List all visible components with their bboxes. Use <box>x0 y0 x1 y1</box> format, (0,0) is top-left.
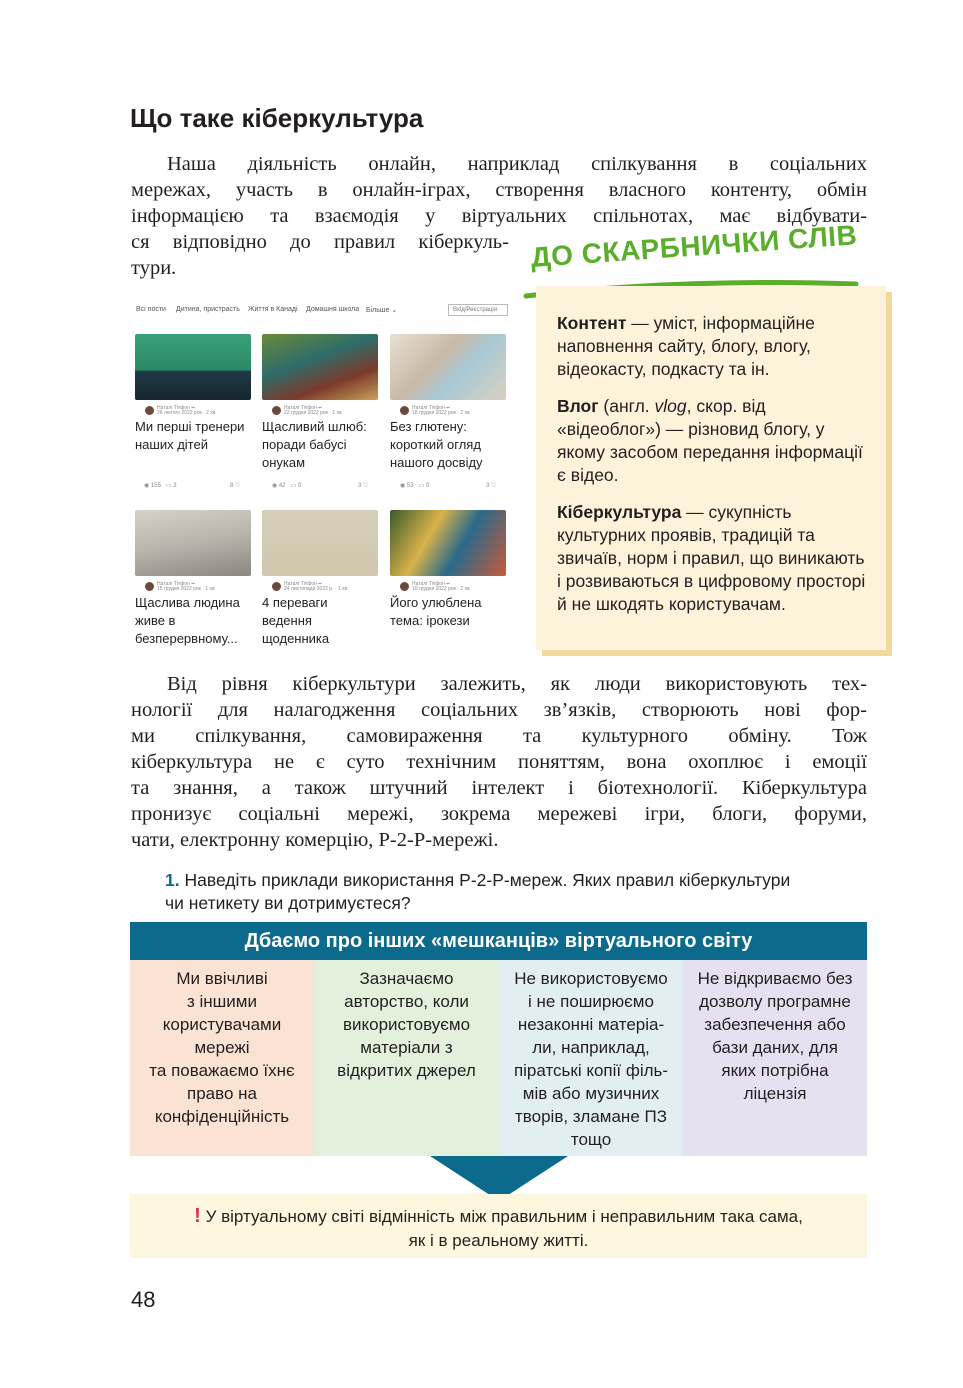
vocab-box <box>536 286 886 650</box>
table-cell-line: бази даних, для <box>712 1038 838 1057</box>
vocab-entry-cyberculture: Кіберкультура — сукупність культурних проявів, традицій та звичаїв, норм і правил, що виникають і розвиваються в цифровому просторі й не шкодять користувачам. <box>557 502 866 614</box>
heart-icon: ♡ <box>363 483 369 489</box>
para-line: ми спілкування, самовираження та культурного обміну. Тож <box>131 725 867 747</box>
post-thumbnail[interactable] <box>262 334 378 400</box>
table-cell-line: і не поширюємо <box>528 992 654 1011</box>
para-line: кіберкультура не є суто технічним поняттям, вона охоплює і емоції <box>131 751 867 773</box>
table-cell-line: забезпечення або <box>704 1015 846 1034</box>
task-question: 1. Наведіть приклади використання P-2-P-мереж. Яких правил кіберкультури чи нетикету ви дотримуєтеся? <box>165 870 791 913</box>
vocab-entry-content: Контент — уміст, інформаційне наповнення сайту, блогу, влогу, відеокасту, подкасту та ін. <box>557 313 815 379</box>
blog-card[interactable]: Наталі Тітфон ▪▪ 18 грудня 2022 рок · 2 хв Без глютену: короткий огляд нашого досвіду <box>390 334 506 472</box>
post-stats: ◉ 42 ▭ 0 <box>272 483 302 489</box>
para-line: чати, електронну комерцію, P-2-P-мережі. <box>131 829 499 851</box>
post-thumbnail[interactable] <box>262 510 378 576</box>
heart-icon: ♡ <box>491 483 497 489</box>
table-cell-line: незаконні матеріа- <box>517 1015 665 1034</box>
blog-card[interactable]: Наталі Тітфон ▪▪ 22 грудня 2022 рок · 1 хв Щасливий шлюб: поради бабусі онукам <box>262 334 378 472</box>
blog-card[interactable]: Наталі Тітфон ▪▪ 10 грудня 2022 рок · 2 хв Його улюблена тема: ірокези <box>390 510 506 630</box>
para-line: Від рівня кіберкультури залежить, як люди використовують тех- <box>167 673 867 695</box>
blog-card[interactable]: Наталі Тітфон ▪▪ 15 грудня 2022 рок · 1 хв Щаслива людина живе в безперервному... <box>135 510 251 648</box>
blog-card[interactable]: Наталі Тітфон ▪▪ 26 лютого 2022 рок · 2 хв Ми перші тренери наших дітей <box>135 334 251 454</box>
intro-line: ся відповідно до правил кіберкуль- <box>131 231 509 253</box>
intro-line: інформацією та взаємодія у віртуальних спільнотах, має відбувати- <box>131 205 867 227</box>
netiquette-table <box>130 922 867 1156</box>
table-cell-line: мережі <box>194 1038 250 1057</box>
table-cell-line: ліцензія <box>743 1084 807 1103</box>
blog-tab[interactable]: Дитина, пристрасть <box>176 306 240 313</box>
table-cell-line: конфіденційність <box>154 1107 290 1126</box>
blog-tab[interactable]: Всі пости <box>136 306 166 313</box>
table-cell-line: Ми ввічливі <box>176 969 268 988</box>
vocab-entry-vlog: Влог (англ. vlog, скор. від «відеоблог») — різновид блогу, у якому засобом передання інформації є відео. <box>557 396 863 485</box>
intro-line: мережах, участь в онлайн-іграх, створення власного контенту, обмін <box>131 179 867 201</box>
post-title[interactable]: Його улюблена тема: ірокези <box>390 595 482 628</box>
table-cell-line: піратські копії філь- <box>513 1061 669 1080</box>
post-thumbnail[interactable] <box>390 510 506 576</box>
blog-tab[interactable]: Більше ⌄ <box>366 307 398 314</box>
post-likes[interactable]: 8 ♡ <box>230 483 241 489</box>
table-cell-line: дозволу програмне <box>699 992 851 1011</box>
table-cell-line: Не використовуємо <box>514 969 668 988</box>
para-line: пронизує соціальні мережі, зокрема мережеві ігри, блоги, форуми, <box>131 803 867 825</box>
login-button[interactable]: Вхід/Реєстрація <box>448 304 508 316</box>
exclamation-icon: ! <box>194 1205 201 1227</box>
table-cell-line: матеріали з <box>360 1038 453 1057</box>
intro-line: тури. <box>131 257 177 279</box>
cyberculture-paragraph <box>131 671 867 853</box>
table-cell-line: Не відкриваємо без <box>697 969 853 988</box>
table-cell-no-piracy <box>499 960 683 1156</box>
intro-line: Наша діяльність онлайн, наприклад спілкування в соціальних <box>167 153 867 175</box>
table-header: Дбаємо про інших «мешканців» віртуального світу <box>130 922 867 960</box>
post-title[interactable]: Без глютену: короткий огляд нашого досвіду <box>390 419 483 470</box>
table-cell-line: користувачами <box>162 1015 282 1034</box>
table-cell-line: використовуємо <box>342 1015 471 1034</box>
author-avatar <box>400 582 409 591</box>
blog-screenshot <box>130 298 510 658</box>
post-title[interactable]: Щаслива людина живе в безперервному... <box>135 595 240 646</box>
page-number: 48 <box>131 1287 156 1312</box>
section-title: Що таке кіберкультура <box>130 103 424 133</box>
table-cell-line: та поважаємо їхнє <box>149 1061 295 1080</box>
para-line: нології для налагодження соціальних зв’язків, створюють нові фор- <box>131 699 867 721</box>
post-likes[interactable]: 3 ♡ <box>486 483 497 489</box>
post-title[interactable]: Ми перші тренери наших дітей <box>135 419 245 452</box>
post-title[interactable]: 4 переваги ведення щоденника <box>262 595 330 646</box>
heart-icon: ♡ <box>235 483 241 489</box>
intro-paragraph <box>131 151 867 281</box>
table-cell-line: право на <box>187 1084 257 1103</box>
table-cell-line: з іншими <box>186 992 257 1011</box>
post-thumbnail[interactable] <box>135 510 251 576</box>
post-thumbnail[interactable] <box>390 334 506 400</box>
post-stats: ◉ 53 ▭ 0 <box>400 483 430 489</box>
table-cell-line: Зазначаємо <box>359 969 454 988</box>
post-title[interactable]: Щасливий шлюб: поради бабусі онукам <box>262 419 367 470</box>
table-cell-attribution <box>314 960 499 1156</box>
blog-card[interactable]: Наталі Тітфон ▪▪ 24 листопада 2022 р. · 1 хв 4 переваги ведення щоденника <box>262 510 378 648</box>
post-stats: ◉ 155 ▭ 3 <box>144 483 177 489</box>
author-avatar <box>145 406 154 415</box>
table-cell-line: мів або музичних <box>522 1084 660 1103</box>
table-cell-line: авторство, коли <box>344 992 469 1011</box>
post-thumbnail[interactable] <box>135 334 251 400</box>
blog-tab[interactable]: Домашня школа <box>306 306 360 313</box>
table-cell-line: ли, наприклад, <box>532 1038 650 1057</box>
table-cell-line: яких потрібна <box>721 1061 829 1080</box>
author-avatar <box>145 582 154 591</box>
table-cell-line: тощо <box>570 1130 612 1149</box>
table-cell-line: відкритих джерел <box>337 1061 476 1080</box>
para-line: та знання, а також штучний інтелект і біотехнології. Кіберкультура <box>131 777 867 799</box>
vocab-title: ДО СКАРБНИЧКИ СЛІВ <box>529 219 859 274</box>
blog-tab[interactable]: Життя в Канаді <box>248 306 298 313</box>
table-cell-line: творів, зламане ПЗ <box>515 1107 667 1126</box>
author-avatar <box>400 406 409 415</box>
post-likes[interactable]: 3 ♡ <box>358 483 369 489</box>
table-cell-licensing <box>683 960 867 1156</box>
author-avatar <box>272 406 281 415</box>
author-avatar <box>272 582 281 591</box>
task-number: 1. <box>165 870 180 890</box>
table-cell-politeness <box>130 960 314 1156</box>
warning-note: ! У віртуальному світі відмінність між правильним і неправильним така сама, як і в реальному житті. <box>130 1194 867 1258</box>
